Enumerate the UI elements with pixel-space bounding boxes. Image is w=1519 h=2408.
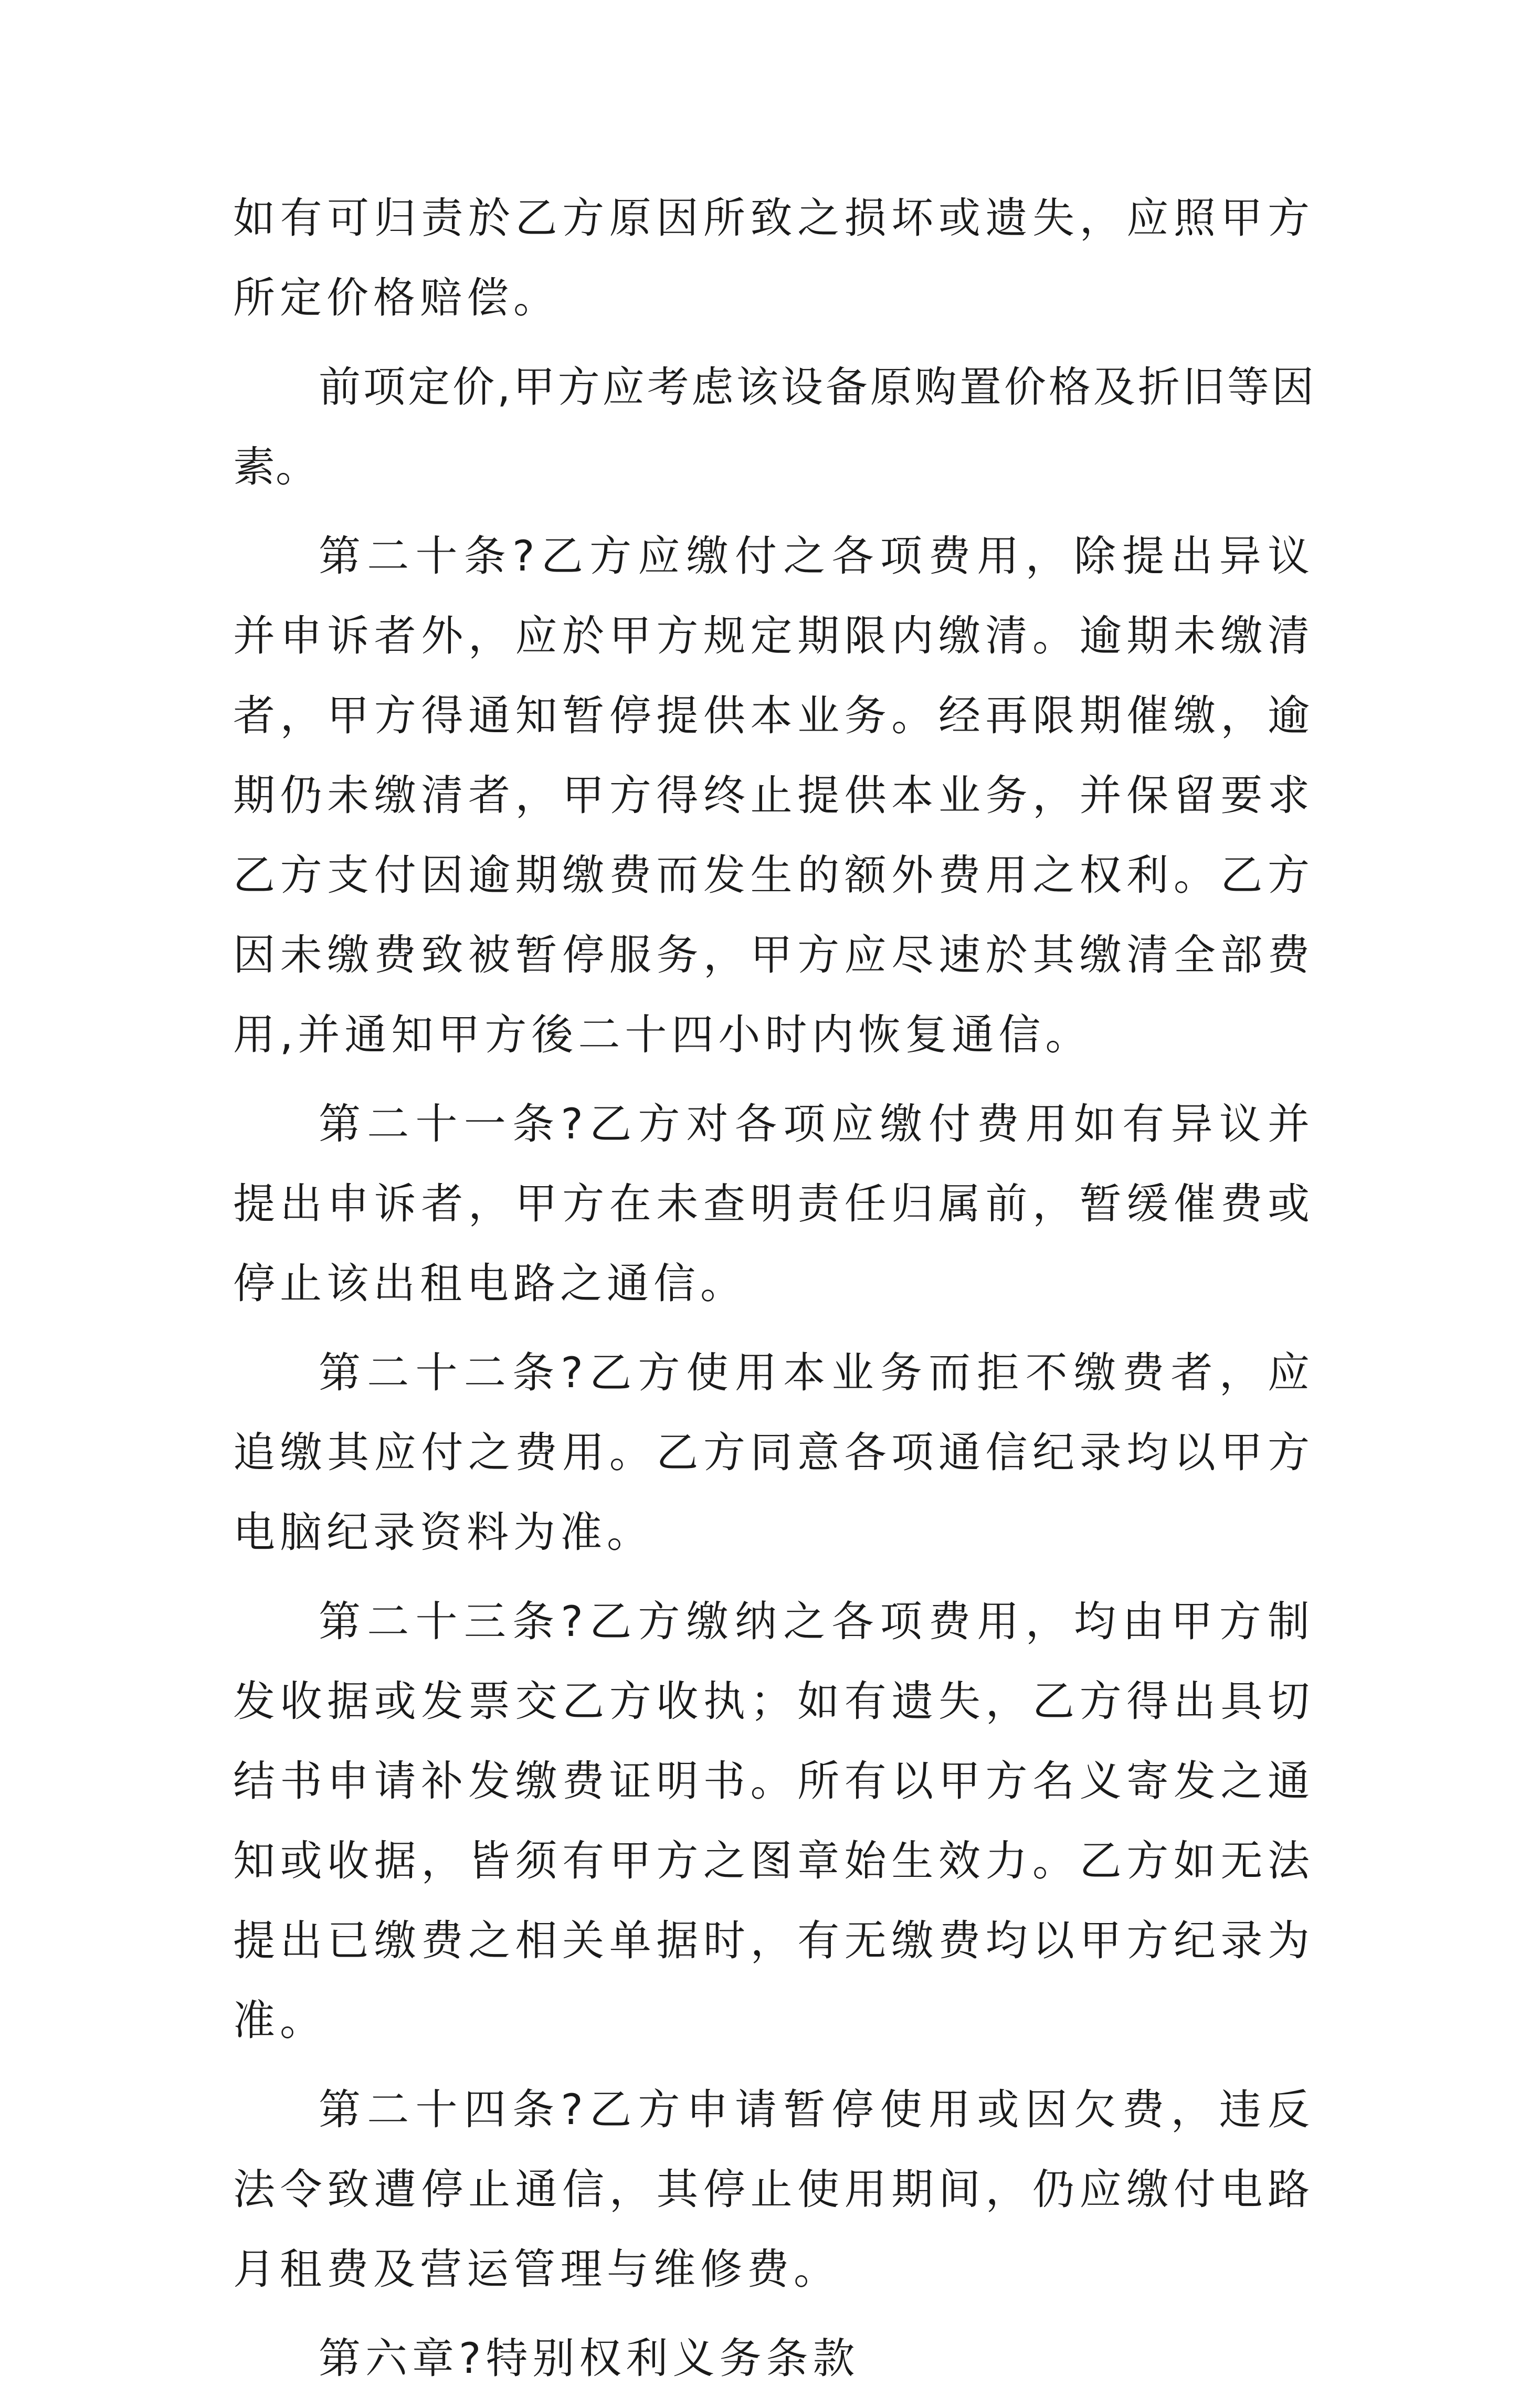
paragraph-article-23: 第二十三条?乙方缴纳之各项费用，均由甲方制发收据或发票交乙方收执；如有遗失，乙方得出具切结书申请补发缴费证明书。所有以甲方名义寄发之通知或收据，皆须有甲方之图章始生效力。乙方如无法提出已缴费之相关单据时，有无缴费均以甲方纪录为准。: [233, 1597, 1314, 2045]
paragraph-article-20: 第二十条?乙方应缴付之各项费用，除提出异议并申诉者外，应於甲方规定期限内缴清。逾期未缴清者，甲方得通知暂停提供本业务。经再限期催缴，逾期仍未缴清者，甲方得终止提供本业务，并保留要求乙方支付因逾期缴费而发生的额外费用之权利。乙方因未缴费致被暂停服务，甲方应尽速於其缴清全部费用,并通知甲方後二十四小时内恢复通信。: [233, 532, 1314, 1059]
paragraph-article-21: 第二十一条?乙方对各项应缴付费用如有异议并提出申诉者，甲方在未查明责任归属前，暂缓催费或停止该出租电路之通信。: [233, 1100, 1314, 1308]
chapter-heading: 第六章?特别权利义务条款: [319, 2334, 860, 2383]
paragraph-pricing-factors: 前项定价,甲方应考虑该设备原购置价格及折旧等因素。: [233, 363, 1314, 491]
paragraph-article-24: 第二十四条?乙方申请暂停使用或因欠费，违反法令致遭停止通信，其停止使用期间，仍应缴付电路月租费及营运管理与维修费。: [233, 2085, 1314, 2294]
paragraph-article-22: 第二十二条?乙方使用本业务而拒不缴费者，应追缴其应付之费用。乙方同意各项通信纪录均以甲方电脑纪录资料为准。: [233, 1348, 1314, 1557]
document-body: [233, 178, 1314, 2408]
paragraph-damage-compensation: 如有可归责於乙方原因所致之损坏或遗失，应照甲方所定价格赔偿。: [233, 194, 1314, 322]
